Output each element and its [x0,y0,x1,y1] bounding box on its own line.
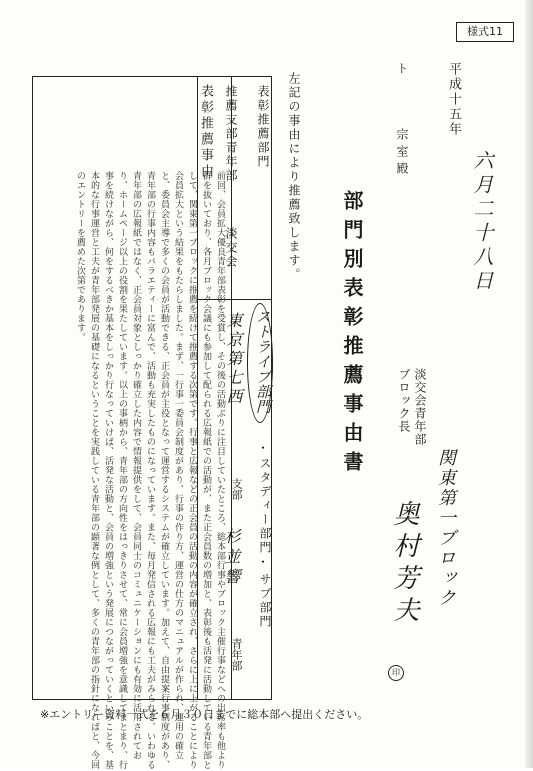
to-marker: ト [395,62,409,74]
footnote: ※エントリー資料一式を６月３０日までに総本部へ提出ください。 [40,708,369,721]
document-title: 部門別表彰推薦事由書 [340,190,364,480]
col1-head: 表彰推薦部門 [256,85,270,169]
addressee: 宗室殿 [395,128,409,179]
lead-sentence: 左記の事由により推薦致します。 [287,72,301,282]
recommender-role: ブロック長 [397,368,411,433]
seal-stamp: 印 [388,665,404,681]
study-division: スタディー部門 [258,457,272,555]
recommender-block-handwritten: 関東第一ブロック [435,448,456,608]
stripe-division-handwritten: ストライプ部門 [254,309,272,414]
branch-org-prefix: 淡交会 [224,227,238,269]
sub-division: サブ部門 [258,573,272,629]
table-divider-row1 [231,299,271,300]
separator-dot-1: ・ [257,441,270,455]
date-handwritten: 六月二十八日 [470,150,494,294]
separator-dot-2: ・ [257,555,270,569]
recommender-name-handwritten: 奥村芳夫 [389,500,419,628]
youth-group-suffix: 青年部 [230,638,243,671]
selection-circle [247,303,273,423]
scan-edge [525,0,533,768]
reason-body-text: 前回、会員拡大優良青年部表彰を受賞し、その後の活動ぶりに注目していたところ、総本部行事やブロック主催行事などへの出席率も他より群を抜いており、各月ブロック会議にも参加して配られる広報紙での活動が、また正会員数の増加と、表彰後も活発に活動している青年部として、関東第一ブロックに推薦を続けて推薦する次第です。行事と広報などの正会員の活動の内容が確立され、さらに上に上がることにより会員拡大という結果をもたらしました。まず、一行事一委員会制度があり、行事の作り方、運営の仕方のマニュアルが作られ、運用の確立と、委員会主導で多くの会員が活動できる、正会員が主役となって運営するシステムが確立しています。加えて、自由提案行事制度があり、青年部の行事内容もバラエティーに富んで、活動も充実したものになっています。また、毎月発信される広報にも工夫がみられる。いわゆる青年部の広報紙ではなく、正会員対象としっかり確立した内容で情報提供をして、会員同士のコミュニケーションにも有効に活用されており、ホームページ以上の役割を果たしています。以上の事柄から、青年部の方向性をはっきりさせて、常に会員増強を意識してまとまり、行事を続けながら、何をするべきか基本をしっかり行なっていけば、活発な活動と、会員の増強という発展につながっていくということを、基本的な行事運営と工夫が青年部発展の基礎になるということを実践している青年部の顕著な例として、多くの青年部の指針になればと、今回のエントリーを薦めた次第であります。 [75,171,225,770]
branch-name-handwritten: 東京第七西 [224,312,243,407]
date-era-year: 平成十五年 [446,62,461,137]
branch-suffix: 支部 [230,478,243,500]
youth-group-name-handwritten: 杉並響 [222,528,241,588]
form-number-label: 様式11 [456,22,514,42]
recommender-org: 淡交会青年部 [413,368,427,446]
reason-heading: 表彰推薦事由 [198,84,213,180]
col2-head: 推薦支部青年部 [224,85,238,183]
